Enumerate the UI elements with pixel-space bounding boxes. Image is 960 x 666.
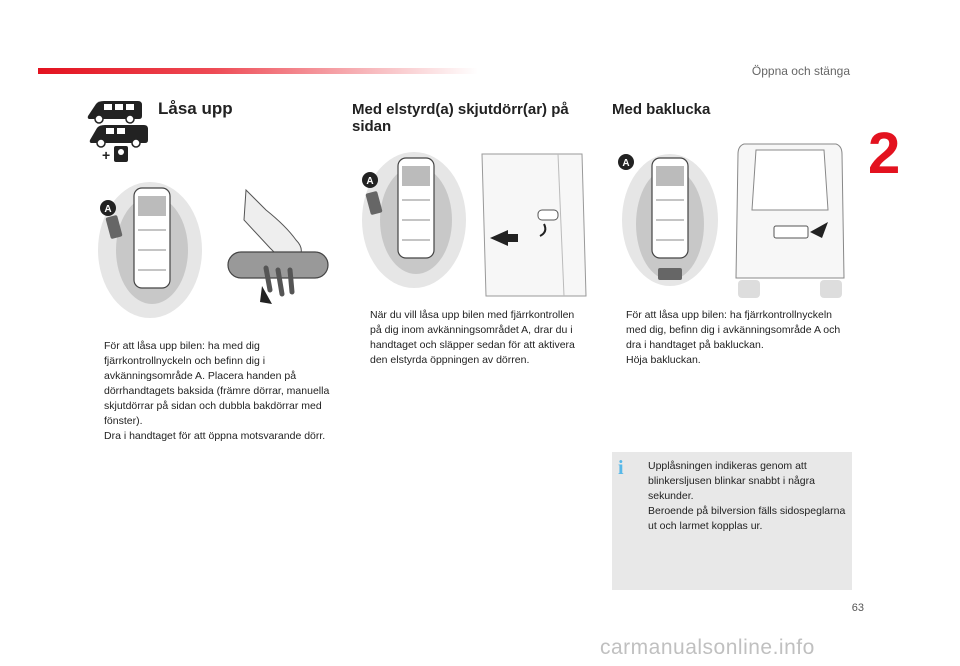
info-line-1: Upplåsningen indikeras genom att blinkersljusen blinkar snabbt i några sekunder.	[648, 460, 815, 502]
chapter-number: 2	[868, 121, 901, 186]
zone-label-a: A	[622, 158, 630, 169]
heading-tailgate: Med baklucka	[612, 101, 711, 118]
figure-tailgate	[732, 138, 848, 300]
heading-unlock: Låsa upp	[158, 99, 233, 118]
figure-zone-topview-3	[618, 150, 722, 300]
col3-text	[612, 308, 850, 368]
col3-bullet-1: För att låsa upp bilen: ha fjärrkontrollnyckeln med dig, befinn dig i avkänningsområde A och dra i handtaget på bakluckan.	[626, 309, 841, 351]
van-icons	[82, 96, 154, 164]
col1-bullet-1: För att låsa upp bilen: ha med dig fjärrkontrollnyckeln och befinn dig i avkänningsområde A. Placera handen på dörrhandtagets baksida (främre dörrar, manuella skjutdörrar på sidan och dubbla bakdörrar med fönster).	[104, 340, 330, 427]
page-number: 63	[851, 602, 864, 614]
svg-text:+: +	[102, 147, 111, 163]
zone-label-a: A	[104, 204, 112, 215]
col3-bullet-2: Höja bakluckan.	[626, 354, 701, 366]
info-line-2: Beroende på bilversion fälls sidospeglarna ut och larmet kopplas ur.	[648, 505, 846, 532]
figure-hand-handle	[226, 190, 330, 306]
header-accent-bar	[38, 68, 478, 74]
info-icon: i	[618, 457, 624, 479]
zone-label-a: A	[366, 176, 374, 187]
col2-bullet-1: När du vill låsa upp bilen med fjärrkontrollen på dig inom avkänningsområdet A, drar du i handtaget och släpper sedan för att aktivera den elstyrda öppningen av dörren.	[370, 309, 575, 366]
info-text	[648, 459, 846, 534]
col2-text	[356, 308, 588, 368]
heading-electric-sliding-door: Med elstyrd(a) skjutdörr(ar) på sidan	[352, 101, 569, 135]
watermark: carmanualsonline.info	[600, 636, 815, 659]
col1-bullet-2: Dra i handtaget för att öppna motsvarande dörr.	[104, 430, 326, 442]
figure-zone-topview-2	[356, 150, 468, 290]
figure-zone-topview-1	[96, 180, 204, 320]
section-title: Öppna och stänga	[751, 64, 850, 78]
figure-sliding-door	[478, 150, 590, 300]
col1-text	[90, 339, 330, 444]
